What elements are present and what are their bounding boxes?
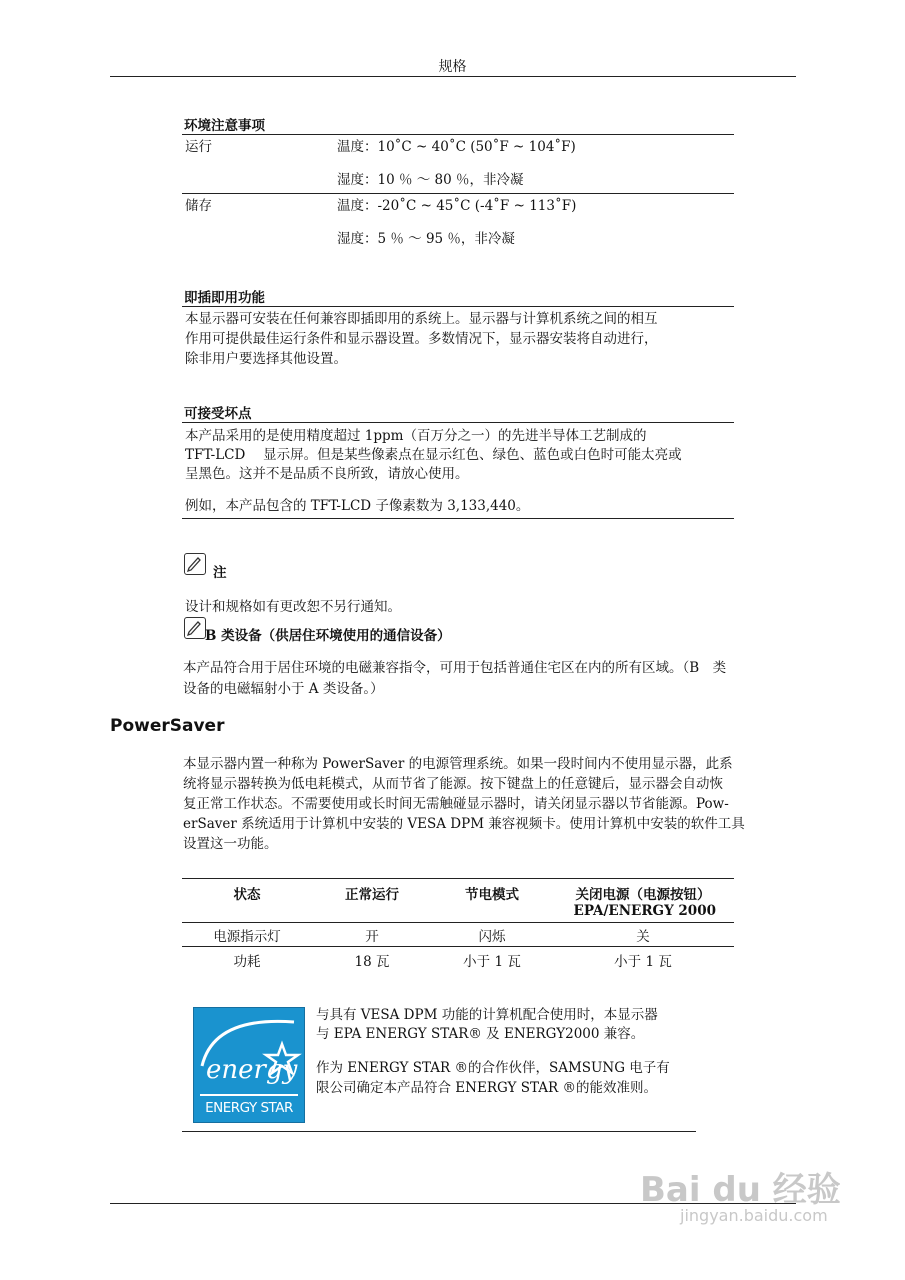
- power-table-header-off: [552, 880, 734, 920]
- power-table-header-off-label: 关闭电源（电源按钮）: [575, 887, 711, 903]
- power-table-rule-mid: [182, 946, 734, 947]
- pixels-rule-top: [182, 422, 734, 423]
- power-row-consumption-normal: 18 瓦: [354, 954, 390, 970]
- pixels-heading: 可接受坏点: [184, 406, 252, 422]
- power-table-header-row: [182, 880, 734, 920]
- energystar-line-2: 与 EPA ENERGY STAR® 及 ENERGY2000 兼容。: [316, 1026, 645, 1042]
- power-row-led-saving: 闪烁: [478, 929, 506, 945]
- powersaver-line-1: 本显示器内置一种称为 PowerSaver 的电源管理系统。如果一段时间内不使用显示器，此系: [183, 756, 733, 772]
- classb-pencil-icon: [184, 617, 206, 639]
- power-row-consumption-off: 小于 1 瓦: [614, 954, 672, 970]
- power-table-body: [182, 925, 734, 945]
- energy-star-logo-bar: [200, 1094, 298, 1096]
- power-table-header-state: 状态: [233, 887, 261, 903]
- energy-star-emblem-icon: [194, 1008, 304, 1100]
- power-table-header-normal: 正常运行: [345, 887, 399, 903]
- powersaver-line-4: erSaver 系统适用于计算机中安装的 VESA DPM 兼容视频卡。使用计算机中安装的软件工具: [183, 816, 745, 832]
- classb-line-2: 设备的电磁辐射小于 A 类设备。）: [183, 681, 384, 697]
- power-row-led-label: 电源指示灯: [213, 929, 281, 945]
- plugplay-line-1: 本显示器可安装在任何兼容即插即用的系统上。显示器与计算机系统之间的相互: [185, 311, 658, 327]
- environment-rule-mid: [182, 193, 734, 194]
- energystar-rule: [182, 1131, 696, 1132]
- baidu-watermark-brand: Bai du 经验: [640, 1170, 841, 1210]
- energystar-line-1: 与具有 VESA DPM 功能的计算机配合使用时，本显示器: [316, 1007, 658, 1023]
- table-row: [182, 950, 734, 970]
- env-label-operating: 运行: [185, 139, 212, 155]
- pixels-rule-bottom: [182, 518, 734, 519]
- table-row: [182, 925, 734, 945]
- environment-heading: 环境注意事项: [184, 118, 265, 134]
- power-row-led-normal: 开: [365, 929, 379, 945]
- power-table-body-2: [182, 950, 734, 970]
- pixels-line-1: 本产品采用的是使用精度超过 1ppm（百万分之一）的先进半导体工艺制成的: [185, 428, 647, 444]
- power-table-rule-header: [182, 922, 734, 923]
- power-table-header-off-sub: EPA/ENERGY 2000: [573, 903, 716, 919]
- pixels-example: 例如，本产品包含的 TFT-LCD 子像素数为 3,133,440。: [185, 498, 530, 514]
- power-row-led-off: 关: [636, 929, 650, 945]
- plugplay-line-3: 除非用户要选择其他设置。: [185, 351, 347, 367]
- plugplay-line-2: 作用可提供最佳运行条件和显示器设置。多数情况下，显示器安装将自动进行，: [185, 331, 658, 347]
- power-row-consumption-saving: 小于 1 瓦: [463, 954, 521, 970]
- powersaver-title: PowerSaver: [110, 716, 225, 736]
- powersaver-line-5: 设置这一功能。: [183, 836, 278, 852]
- classb-heading: B 类设备（供居住环境使用的通信设备）: [205, 628, 451, 644]
- env-label-storage: 储存: [185, 198, 212, 214]
- classb-line-1: 本产品符合用于居住环境的电磁兼容指令，可用于包括普通住宅区在内的所有区域。（B 类: [183, 660, 727, 676]
- header-rule: [110, 76, 796, 77]
- note-label: 注: [213, 565, 227, 581]
- power-row-consumption-label: 功耗: [233, 954, 261, 970]
- power-table: [182, 880, 734, 920]
- energystar-line-4: 限公司确定本产品符合 ENERGY STAR ®的能效准则。: [316, 1080, 657, 1096]
- energy-star-logo: [193, 1007, 305, 1123]
- energystar-line-3: 作为 ENERGY STAR ®的合作伙伴，SAMSUNG 电子有: [316, 1060, 670, 1076]
- note-pencil-icon: [184, 553, 206, 575]
- env-storage-humidity: 湿度：5 ％ ～ 95 ％，非冷凝: [337, 231, 515, 247]
- pixels-line-3: 呈黑色。这并不是品质不良所致，请放心使用。: [185, 466, 469, 482]
- env-operating-humidity: 湿度：10 ％ ～ 80 ％，非冷凝: [337, 172, 524, 188]
- environment-rule-top: [182, 134, 734, 135]
- baidu-watermark-url: jingyan.baidu.com: [680, 1206, 828, 1225]
- energy-star-logo-label: ENERGY STAR: [205, 1100, 293, 1116]
- plugplay-heading: 即插即用功能: [184, 290, 265, 306]
- energy-script-text: energy: [206, 1055, 298, 1085]
- power-table-header-saving: 节电模式: [465, 887, 519, 903]
- powersaver-line-2: 统将显示器转换为低电耗模式，从而节省了能源。按下键盘上的任意键后，显示器会自动恢: [183, 776, 723, 792]
- env-operating-temp: 温度：10˚C ~ 40˚C (50˚F ~ 104˚F): [337, 139, 576, 155]
- pixels-line-2: TFT-LCD 显示屏。但是某些像素点在显示红色、绿色、蓝色或白色时可能太亮或: [185, 447, 682, 463]
- page-header-title: 规格: [438, 59, 467, 75]
- plugplay-rule: [182, 306, 734, 307]
- power-table-rule-top: [182, 878, 734, 879]
- env-storage-temp: 温度：-20˚C ~ 45˚C (-4˚F ~ 113˚F): [337, 198, 577, 214]
- powersaver-line-3: 复正常工作状态。不需要使用或长时间无需触碰显示器时，请关闭显示器以节省能源。Pow-: [183, 796, 729, 812]
- note-text: 设计和规格如有更改恕不另行通知。: [185, 599, 401, 615]
